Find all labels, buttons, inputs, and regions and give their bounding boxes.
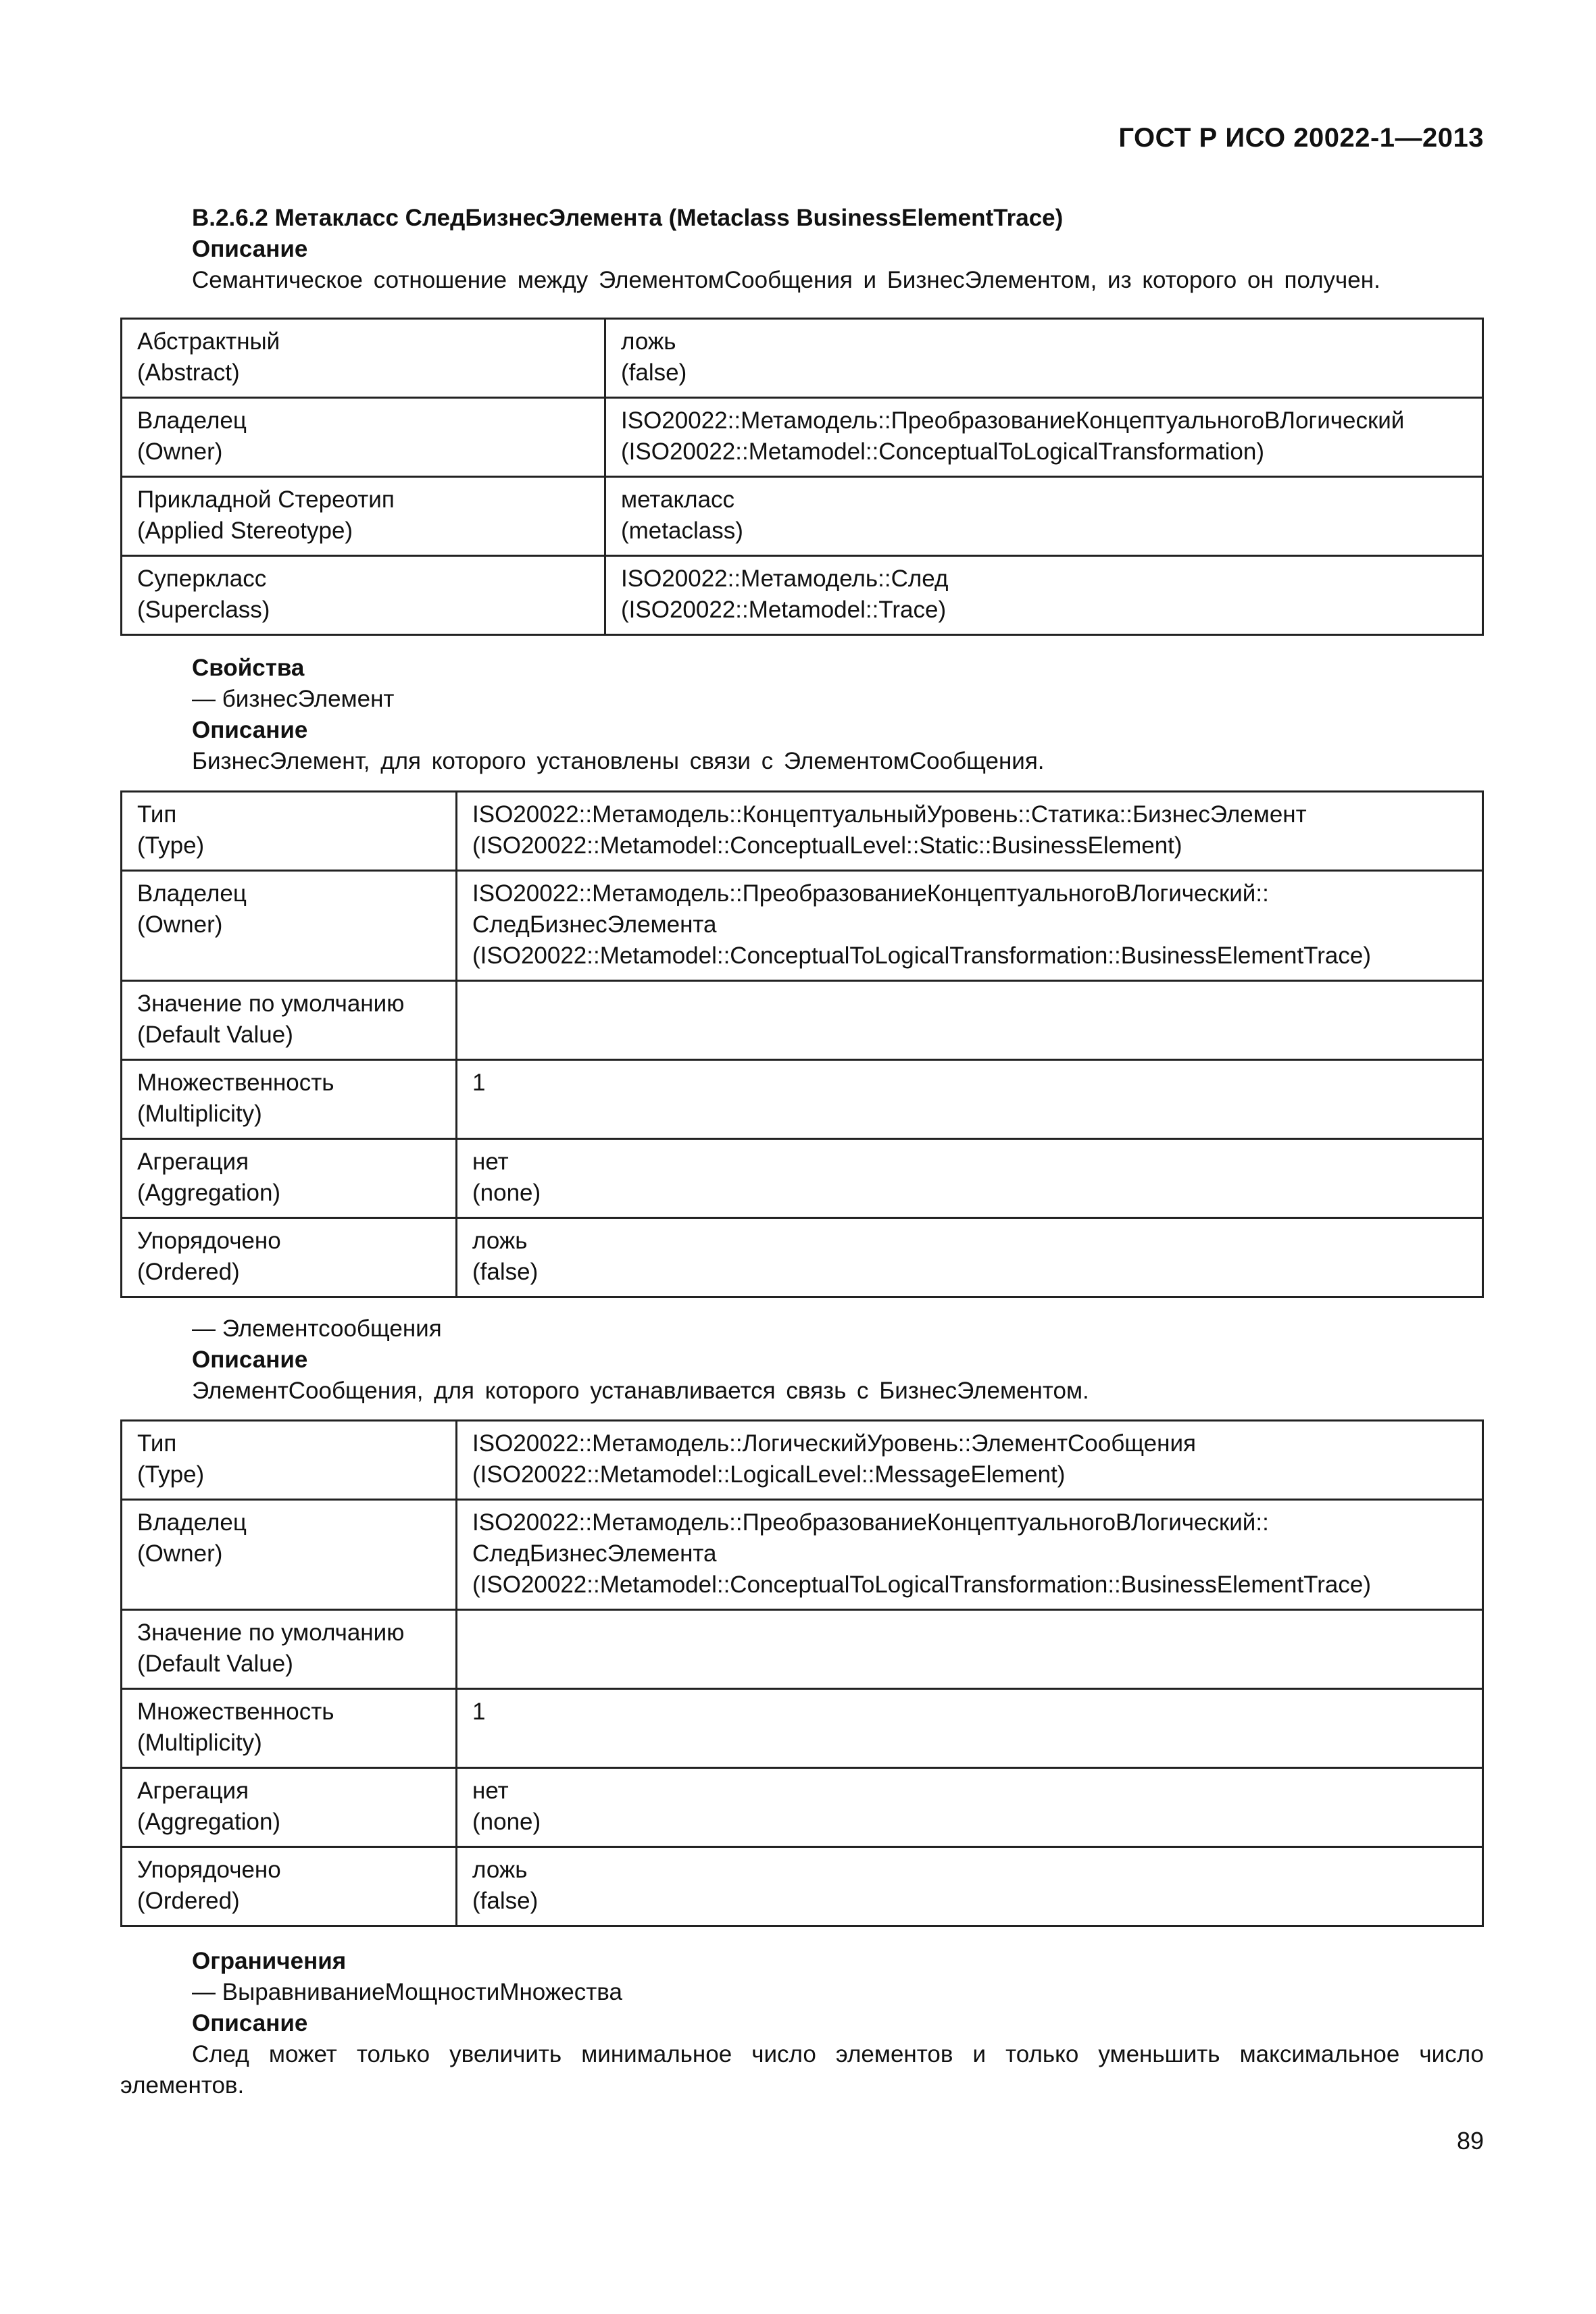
row-label-cell [122, 871, 457, 981]
table-row [122, 319, 1483, 398]
row-value-line: СледБизнесЭлемента [472, 911, 717, 938]
row-label-en: (Multiplicity) [137, 1101, 262, 1127]
row-value-line: ISO20022::Метамодель::ПреобразованиеКонцептуальногоВЛогический [621, 407, 1405, 434]
row-value-line: (false) [472, 1259, 539, 1285]
constraint-description-line2: элементов. [120, 2072, 245, 2098]
row-value-cell [605, 556, 1483, 635]
row-label-ru: Значение по умолчанию [137, 1619, 405, 1646]
row-label-cell [122, 1060, 457, 1139]
table-row [122, 1500, 1483, 1610]
section-description: Семантическое сотношение между ЭлементомСообщения и БизнесЭлементом, из которого он получен. [192, 267, 1380, 293]
row-value-line: 1 [472, 1070, 486, 1096]
row-label-en: (Ordered) [137, 1259, 240, 1285]
row-label-ru: Абстрактный [137, 328, 280, 355]
row-label-cell [122, 1421, 457, 1500]
document-header: ГОСТ Р ИСО 20022-1—2013 [1118, 123, 1484, 153]
row-label-cell [122, 1689, 457, 1768]
row-value-line: (none) [472, 1809, 541, 1835]
row-value-cell [605, 319, 1483, 398]
row-value-cell [605, 398, 1483, 477]
description-heading: Описание [192, 1347, 308, 1373]
property-description: ЭлементСообщения, для которого устанавливается связь с БизнесЭлементом. [192, 1378, 1089, 1404]
row-value-cell [457, 1139, 1483, 1218]
row-label-en: (Applied Stereotype) [137, 518, 353, 544]
row-label-en: (Aggregation) [137, 1180, 281, 1206]
table-row [122, 1060, 1483, 1139]
section-title: B.2.6.2 Метакласс СледБизнесЭлемента (Metaclass BusinessElementTrace) [192, 205, 1064, 231]
row-label-ru: Владелец [137, 1509, 247, 1536]
row-label-ru: Агрегация [137, 1778, 249, 1804]
row-label-ru: Владелец [137, 880, 247, 907]
row-label-cell [122, 981, 457, 1060]
row-value-line: ISO20022::Метамодель::ПреобразованиеКонцептуальногоВЛогический:: [472, 880, 1269, 907]
row-label-en: (Default Value) [137, 1022, 293, 1048]
row-label-cell [122, 1218, 457, 1297]
row-label-cell [122, 556, 605, 635]
table-row [122, 398, 1483, 477]
property-name: — бизнесЭлемент [192, 686, 395, 712]
row-label-en: (Aggregation) [137, 1809, 281, 1835]
constraint-description-line1: След может только увеличить минимальное число элементов и только уменьшить максимальное число [192, 2041, 1484, 2067]
row-value-cell [457, 1060, 1483, 1139]
row-value-cell [605, 477, 1483, 556]
row-label-ru: Упорядочено [137, 1228, 281, 1254]
row-label-ru: Тип [137, 801, 177, 828]
table-row [122, 871, 1483, 981]
row-value-line: (false) [472, 1888, 539, 1914]
row-label-cell [122, 319, 605, 398]
row-value-line: (ISO20022::Metamodel::ConceptualToLogicalTransformation::BusinessElementTrace) [472, 1571, 1371, 1598]
row-value-cell [457, 1500, 1483, 1610]
row-value-line: ложь [472, 1228, 528, 1254]
row-value-cell [457, 1218, 1483, 1297]
row-value-line: ISO20022::Метамодель::ЛогическийУровень::ЭлементСообщения [472, 1430, 1196, 1457]
property-table-message-element [120, 1419, 1484, 1927]
section-intro [120, 203, 1484, 296]
page-number: 89 [1456, 2127, 1484, 2155]
description-heading: Описание [192, 717, 308, 743]
constraints-heading: Ограничения [192, 1948, 347, 1974]
row-label-cell [122, 792, 457, 871]
row-label-cell [122, 1847, 457, 1926]
row-label-ru: Значение по умолчанию [137, 990, 405, 1017]
table-row [122, 1689, 1483, 1768]
row-label-en: (Type) [137, 832, 205, 859]
property-table-business-element [120, 790, 1484, 1298]
row-label-ru: Прикладной Стереотип [137, 486, 395, 513]
row-label-en: (Abstract) [137, 359, 240, 386]
row-value-line: (ISO20022::Metamodel::ConceptualToLogicalTransformation::BusinessElementTrace) [472, 942, 1371, 969]
row-label-en: (Ordered) [137, 1888, 240, 1914]
row-value-cell [457, 792, 1483, 871]
row-value-line: (metaclass) [621, 518, 743, 544]
row-value-line: нет [472, 1149, 509, 1175]
row-label-ru: Агрегация [137, 1149, 249, 1175]
table-row [122, 1139, 1483, 1218]
row-label-cell [122, 477, 605, 556]
constraint-name: — ВыравниваниеМощностиМножества [192, 1979, 622, 2005]
row-label-cell [122, 1500, 457, 1610]
constraints-section [120, 1946, 1484, 2101]
row-value-line: (ISO20022::Metamodel::ConceptualToLogicalTransformation) [621, 438, 1264, 465]
row-label-en: (Type) [137, 1461, 205, 1488]
row-value-cell [457, 1847, 1483, 1926]
property-name: — Элементсообщения [192, 1315, 442, 1342]
row-value-line: (false) [621, 359, 687, 386]
property-description: БизнесЭлемент, для которого установлены связи с ЭлементомСообщения. [192, 748, 1045, 774]
table-row [122, 981, 1483, 1060]
row-label-en: (Owner) [137, 1540, 223, 1567]
row-label-en: (Multiplicity) [137, 1730, 262, 1756]
row-value-line: ложь [472, 1857, 528, 1883]
row-label-cell [122, 398, 605, 477]
table-row [122, 1218, 1483, 1297]
property2-intro [120, 1313, 1484, 1407]
table-row [122, 556, 1483, 635]
row-value-line: метакласс [621, 486, 735, 513]
row-label-ru: Суперкласс [137, 565, 267, 592]
row-label-ru: Множественность [137, 1070, 334, 1096]
row-label-en: (Owner) [137, 438, 223, 465]
row-value-cell [457, 1610, 1483, 1689]
properties-heading: Свойства [192, 655, 305, 681]
row-value-line: ISO20022::Метамодель::КонцептуальныйУровень::Статика::БизнесЭлемент [472, 801, 1307, 828]
row-value-cell [457, 981, 1483, 1060]
row-label-cell [122, 1610, 457, 1689]
description-heading: Описание [192, 236, 308, 262]
row-value-line: (ISO20022::Metamodel::Trace) [621, 597, 947, 623]
row-value-line: ISO20022::Метамодель::След [621, 565, 949, 592]
row-value-cell [457, 1768, 1483, 1847]
row-label-cell [122, 1139, 457, 1218]
row-value-line: ISO20022::Метамодель::ПреобразованиеКонцептуальногоВЛогический:: [472, 1509, 1269, 1536]
properties-intro [120, 653, 1484, 777]
row-value-cell [457, 871, 1483, 981]
table-row [122, 1610, 1483, 1689]
table-row [122, 1847, 1483, 1926]
row-value-cell [457, 1689, 1483, 1768]
row-label-en: (Default Value) [137, 1651, 293, 1677]
table-row [122, 1421, 1483, 1500]
row-label-en: (Superclass) [137, 597, 270, 623]
table-row [122, 477, 1483, 556]
row-label-ru: Владелец [137, 407, 247, 434]
row-value-line: СледБизнесЭлемента [472, 1540, 717, 1567]
row-value-line: (none) [472, 1180, 541, 1206]
row-value-line: 1 [472, 1699, 486, 1725]
row-label-ru: Упорядочено [137, 1857, 281, 1883]
row-value-line: ложь [621, 328, 676, 355]
row-value-line: нет [472, 1778, 509, 1804]
row-value-line: (ISO20022::Metamodel::LogicalLevel::MessageElement) [472, 1461, 1066, 1488]
row-value-cell [457, 1421, 1483, 1500]
row-label-en: (Owner) [137, 911, 223, 938]
row-label-ru: Тип [137, 1430, 177, 1457]
table-row [122, 792, 1483, 871]
row-value-line: (ISO20022::Metamodel::ConceptualLevel::Static::BusinessElement) [472, 832, 1182, 859]
row-label-ru: Множественность [137, 1699, 334, 1725]
row-label-cell [122, 1768, 457, 1847]
metaclass-table [120, 318, 1484, 636]
description-heading: Описание [192, 2010, 308, 2036]
table-row [122, 1768, 1483, 1847]
